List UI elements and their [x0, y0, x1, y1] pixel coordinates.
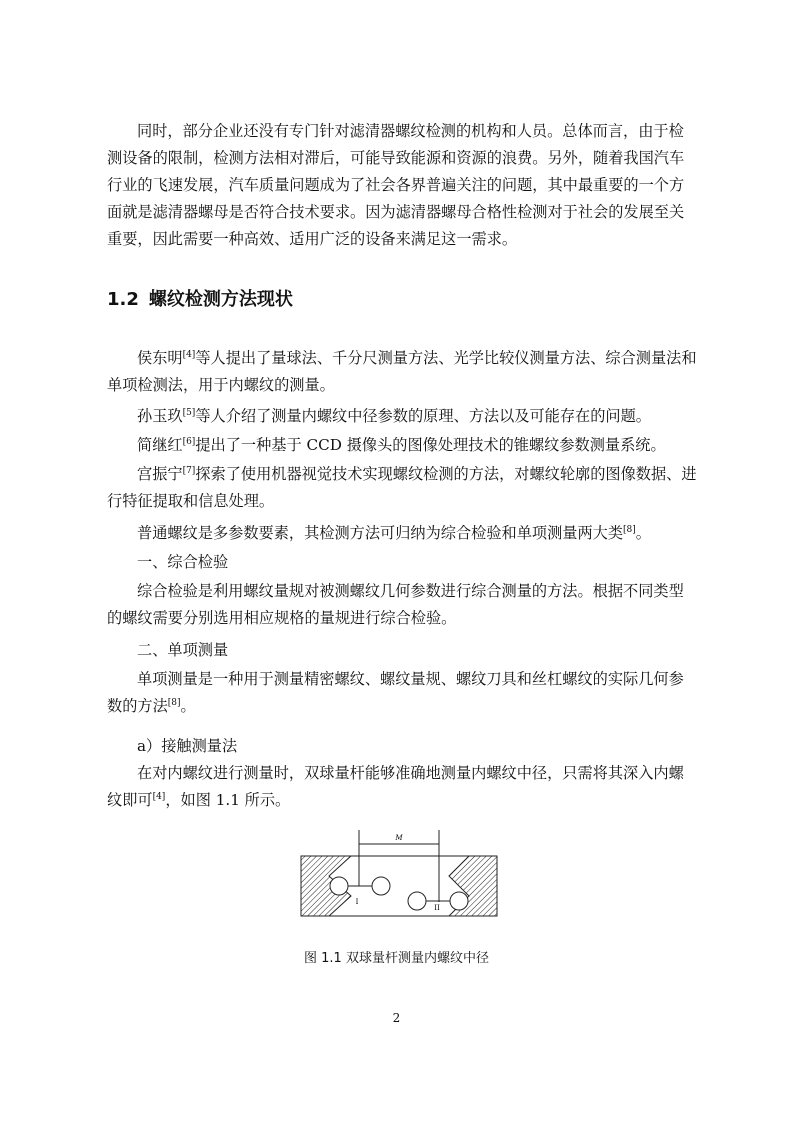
paragraph-classification: [107, 520, 697, 547]
author-text: 孙玉玖: [137, 407, 183, 425]
paragraph-gongzhenning: [107, 461, 697, 515]
ball-right-ii: [450, 892, 468, 910]
paragraph-jianjihong: [107, 432, 697, 459]
subheading-comprehensive: [107, 549, 697, 576]
figure-caption: 图 1.1 双球量杆测量内螺纹中径: [304, 951, 489, 966]
paragraph-text: ，如图 1.1 所示。: [165, 791, 291, 809]
paragraph-text: 等人提出了量球法、千分尺测量方法、光学比较仪测量方法、综合测量法和单项检测法，用于内螺纹的测量。: [107, 349, 697, 394]
subheading-text: a）接触测量法: [137, 737, 238, 755]
paragraph-text: 普通螺纹是多参数要素，其检测方法可归纳为综合检验和单项测量两大类: [137, 524, 623, 542]
paragraph-houdongming: [107, 345, 697, 399]
subheading-single: [107, 637, 697, 664]
subheading-text: 二、单项测量: [137, 641, 229, 659]
label-m: M: [395, 834, 403, 842]
paragraph-text: 在对内螺纹进行测量时，双球量杆能够准确地测量内螺纹中径，只需将其深入内螺纹即可: [107, 764, 684, 809]
paragraph-sunyujiu: [107, 403, 697, 430]
paragraph-single: [107, 666, 697, 720]
author-text: 简继红: [137, 436, 183, 454]
section-number: 1.2: [107, 289, 139, 310]
citation: [6]: [182, 437, 196, 447]
citation: [8]: [167, 698, 181, 708]
subheading-contact: [107, 733, 697, 760]
paragraph-comprehensive: [107, 578, 697, 632]
section-title: 螺纹检测方法现状: [148, 289, 293, 310]
ball-right-i: [372, 877, 390, 895]
label-ii: II: [434, 904, 440, 912]
label-i: I: [355, 898, 359, 906]
paragraph-intro: [107, 118, 697, 253]
paragraph-text: 单项测量是一种用于测量精密螺纹、螺纹量规、螺纹刀具和丝杠螺纹的实际几何参数的方法: [107, 670, 684, 715]
citation: [5]: [182, 408, 196, 418]
citation: [7]: [182, 466, 196, 476]
paragraph-text: 探索了使用机器视觉技术实现螺纹检测的方法，对螺纹轮廓的图像数据、进行特征提取和信息处理。: [107, 465, 697, 510]
paragraph-text: 。: [180, 697, 196, 715]
citation: [4]: [182, 350, 196, 360]
paragraph-contact: [107, 760, 697, 814]
figure-double-ball-gauge: [299, 828, 499, 924]
paragraph-text: 同时，部分企业还没有专门针对滤清器螺纹检测的机构和人员。总体而言，由于检测设备的限制，检测方法相对滞后，可能导致能源和资源的浪费。另外，随着我国汽车行业的飞速发展，汽车质量问题成为了社会各界普遍关注的问题，其中最重要的一个方面就是滤清器螺母是否符合技术要求。因为滤清器螺母合格性检测对于社会的发展至关重要，因此需要一种高效、适用广泛的设备来满足这一需求。: [107, 122, 685, 248]
author-text: 宫振宁: [137, 465, 183, 483]
ball-left-ii: [408, 892, 426, 910]
author-text: 侯东明: [137, 349, 183, 367]
paragraph-text: 提出了一种基于 CCD 摄像头的图像处理技术的锥螺纹参数测量系统。: [195, 436, 666, 454]
ball-left-i: [330, 877, 348, 895]
subheading-text: 一、综合检验: [137, 553, 229, 571]
citation: [4]: [152, 792, 166, 802]
page-number: 2: [392, 1011, 401, 1025]
paragraph-text: 综合检验是利用螺纹量规对被测螺纹几何参数进行综合测量的方法。根据不同类型的螺纹需要分别选用相应规格的量规进行综合检验。: [107, 582, 684, 627]
citation: [8]: [623, 525, 636, 535]
paragraph-text: 。: [635, 524, 651, 542]
paragraph-text: 等人介绍了测量内螺纹中径参数的原理、方法以及可能存在的问题。: [195, 407, 651, 425]
section-heading: [107, 288, 293, 312]
